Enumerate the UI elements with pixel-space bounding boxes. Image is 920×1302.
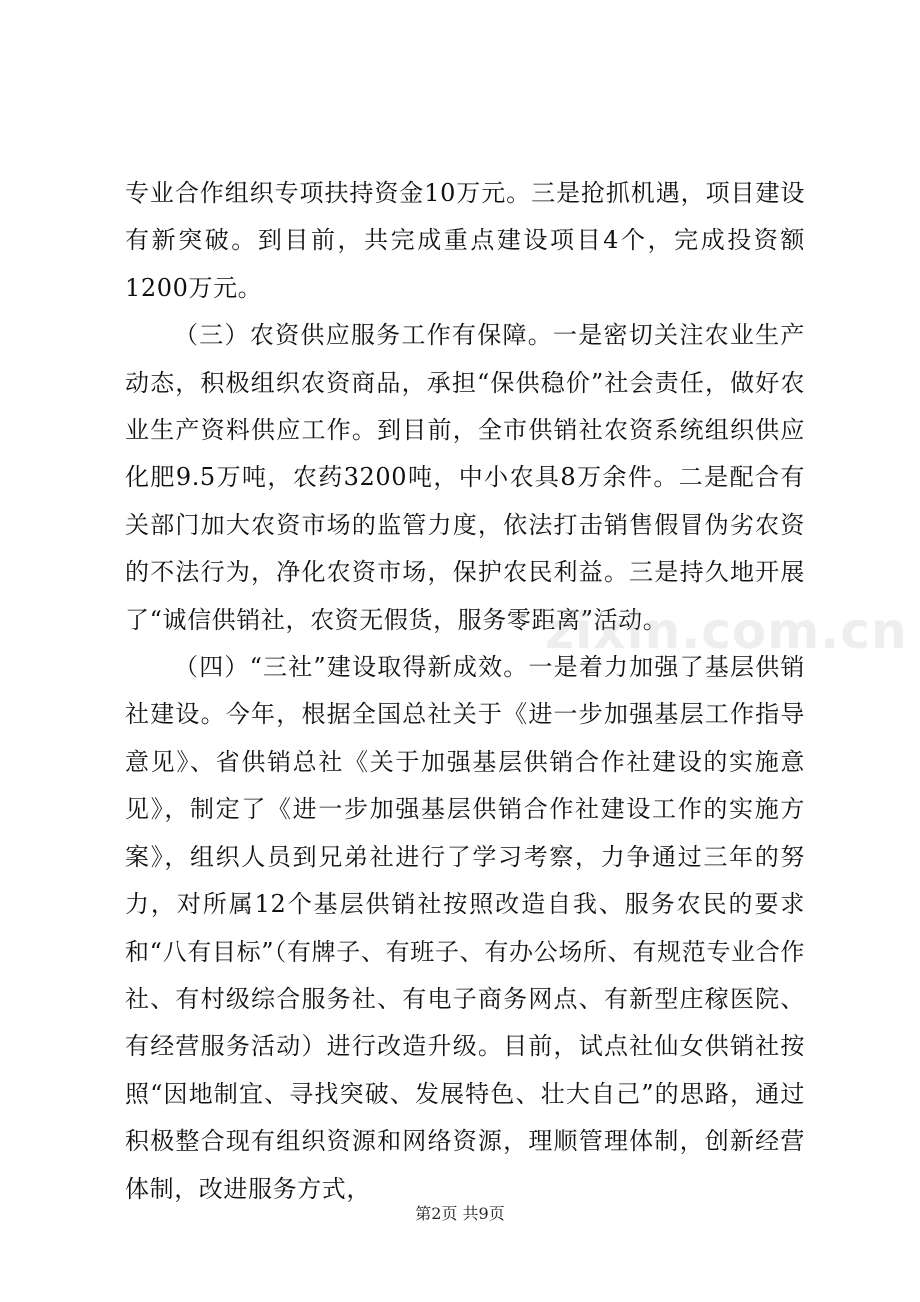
document-body [125, 170, 805, 1213]
paragraph-three-cooperatives: （四）“三社”建设取得新成效。一是着力加强了基层供销社建设。今年，根据全国总社关于《进一步加强基层工作指导意见》、省供销总社《关于加强基层供销合作社建设的实施意见》，制定了《进一步加强基层供销合作社建设工作的实施方案》，组织人员到兄弟社进行了学习考察，力争通过三年的努力，对所属12个基层供销社按照改造自我、服务农民的要求和“八有目标”（有牌子、有班子、有办公场所、有规范专业合作社、有村级综合服务社、有电子商务网点、有新型庄稼医院、有经营服务活动）进行改造升级。目前，试点社仙女供销社按照“因地制宜、寻找突破、发展特色、壮大自己”的思路，通过积极整合现有组织资源和网络资源，理顺管理体制，创新经营体制，改进服务方式， [125, 653, 805, 1203]
paragraph-agricultural-supply: （三）农资供应服务工作有保障。一是密切关注农业生产动态，积极组织农资商品，承担“保供稳价”社会责任，做好农业生产资料供应工作。到目前，全市供销社农资系统组织供应化肥9.5万吨，农药3200吨，中小农具8万余件。二是配合有关部门加大农资市场的监管力度，依法打击销售假冒伪劣农资的不法行为，净化农资市场，保护农民利益。三是持久地开展了“诚信供销社，农资无假货，服务零距离”活动。 [125, 321, 805, 634]
page-footer: 第2页 共9页 [415, 1204, 505, 1223]
paragraph-continuation: 专业合作组织专项扶持资金10万元。三是抢抓机遇，项目建设有新突破。到目前，共完成重点建设项目4个，完成投资额1200万元。 [125, 179, 805, 302]
watermark: zixin.com.cn [545, 602, 908, 660]
